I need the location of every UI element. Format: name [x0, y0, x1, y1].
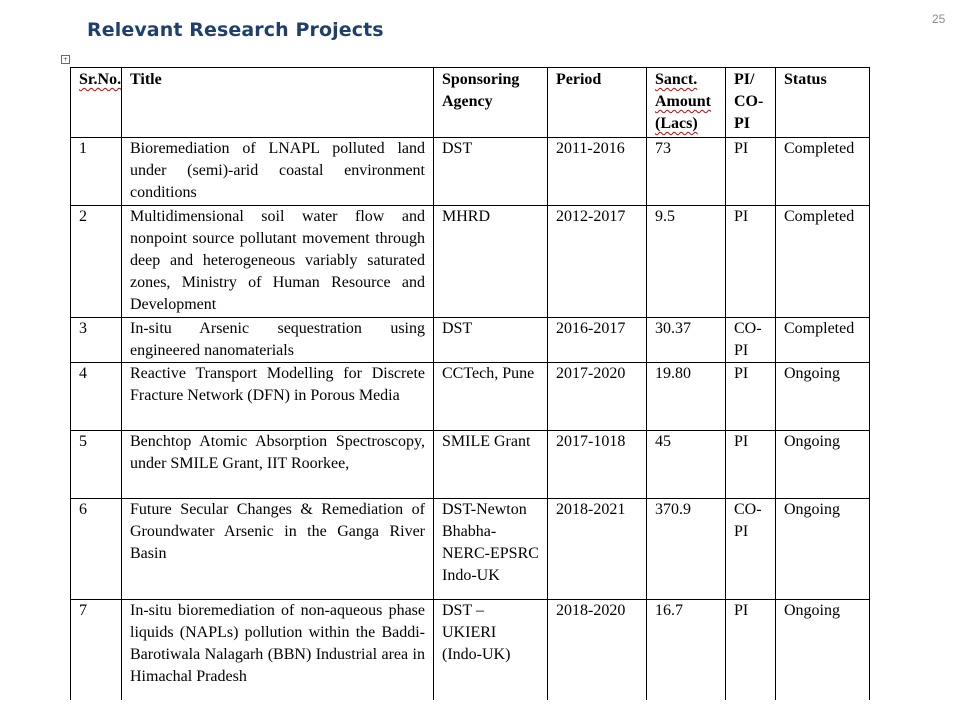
cell-period: 2017-1018 [548, 431, 647, 499]
cell-title: Future Secular Changes & Remediation of Groundwater Arsenic in the Ganga River Basin [122, 499, 434, 600]
cell-sr-no: 5 [71, 431, 122, 499]
cell-pi-copi: CO-PI [726, 499, 776, 600]
projects-table [70, 67, 870, 700]
cell-period: 2018-2020 [548, 600, 647, 701]
cell-title: Reactive Transport Modelling for Discrete Fracture Network (DFN) in Porous Media [122, 363, 434, 431]
cell-sponsoring-agency: DST – UKIERI (Indo-UK) [434, 600, 548, 701]
page-number: 25 [932, 12, 946, 26]
cell-period: 2016-2017 [548, 318, 647, 363]
cell-sponsoring-agency: MHRD [434, 206, 548, 318]
header-pi-copi: PI/ CO-PI [726, 68, 776, 138]
table-row [71, 363, 870, 431]
table-row [71, 600, 870, 701]
projects-table-container [70, 67, 870, 700]
cell-sr-no: 6 [71, 499, 122, 600]
header-sanct-amount [647, 68, 726, 138]
cell-period: 2018-2021 [548, 499, 647, 600]
cell-sponsoring-agency: DST-Newton Bhabha-NERC-EPSRC Indo-UK [434, 499, 548, 600]
cell-title: Benchtop Atomic Absorption Spectroscopy, under SMILE Grant, IIT Roorkee, [122, 431, 434, 499]
cell-pi-copi: PI [726, 138, 776, 206]
cell-sr-no: 3 [71, 318, 122, 363]
cell-pi-copi: CO-PI [726, 318, 776, 363]
cell-title: Multidimensional soil water flow and nonpoint source pollutant movement through deep and heterogeneous variably saturated zones, Ministry of Human Resource and Development [122, 206, 434, 318]
cell-sanct-amount: 9.5 [647, 206, 726, 318]
cell-title: Bioremediation of LNAPL polluted land under (semi)-arid coastal environment conditions [122, 138, 434, 206]
table-row [71, 318, 870, 363]
cell-sr-no: 2 [71, 206, 122, 318]
header-sr-no [71, 68, 122, 138]
header-period: Period [548, 68, 647, 138]
header-sanct-amount-label: Sanct. Amount (Lacs) [655, 71, 712, 132]
table-row [71, 431, 870, 499]
cell-pi-copi: PI [726, 600, 776, 701]
cell-sponsoring-agency: DST [434, 138, 548, 206]
slide-title: Relevant Research Projects [87, 19, 384, 41]
header-status: Status [776, 68, 870, 138]
cell-sanct-amount: 30.37 [647, 318, 726, 363]
cell-status: Completed [776, 138, 870, 206]
table-row [71, 206, 870, 318]
cell-pi-copi: PI [726, 363, 776, 431]
header-sponsoring-agency: Sponsoring Agency [434, 68, 548, 138]
cell-sanct-amount: 45 [647, 431, 726, 499]
cell-title: In-situ bioremediation of non-aqueous phase liquids (NAPLs) pollution within the Baddi-Barotiwala Nalagarh (BBN) Industrial area in Himachal Pradesh [122, 600, 434, 701]
cell-sanct-amount: 370.9 [647, 499, 726, 600]
cell-status: Ongoing [776, 600, 870, 701]
cell-sr-no: 7 [71, 600, 122, 701]
cell-status: Completed [776, 318, 870, 363]
cell-period: 2011-2016 [548, 138, 647, 206]
table-move-handle-icon[interactable]: + [62, 56, 69, 63]
table-row [71, 499, 870, 600]
cell-sanct-amount: 16.7 [647, 600, 726, 701]
cell-status: Ongoing [776, 499, 870, 600]
cell-pi-copi: PI [726, 431, 776, 499]
cell-sanct-amount: 19.80 [647, 363, 726, 431]
cell-status: Ongoing [776, 363, 870, 431]
cell-sponsoring-agency: SMILE Grant [434, 431, 548, 499]
cell-sr-no: 4 [71, 363, 122, 431]
cell-title: In-situ Arsenic sequestration using engineered nanomaterials [122, 318, 434, 363]
cell-period: 2017-2020 [548, 363, 647, 431]
table-header-row [71, 68, 870, 138]
cell-pi-copi: PI [726, 206, 776, 318]
cell-period: 2012-2017 [548, 206, 647, 318]
cell-sr-no: 1 [71, 138, 122, 206]
cell-sanct-amount: 73 [647, 138, 726, 206]
table-row [71, 138, 870, 206]
cell-status: Ongoing [776, 431, 870, 499]
header-sr-no-label: Sr.No. [79, 71, 122, 88]
cell-sponsoring-agency: CCTech, Pune [434, 363, 548, 431]
cell-status: Completed [776, 206, 870, 318]
cell-sponsoring-agency: DST [434, 318, 548, 363]
header-title: Title [122, 68, 434, 138]
